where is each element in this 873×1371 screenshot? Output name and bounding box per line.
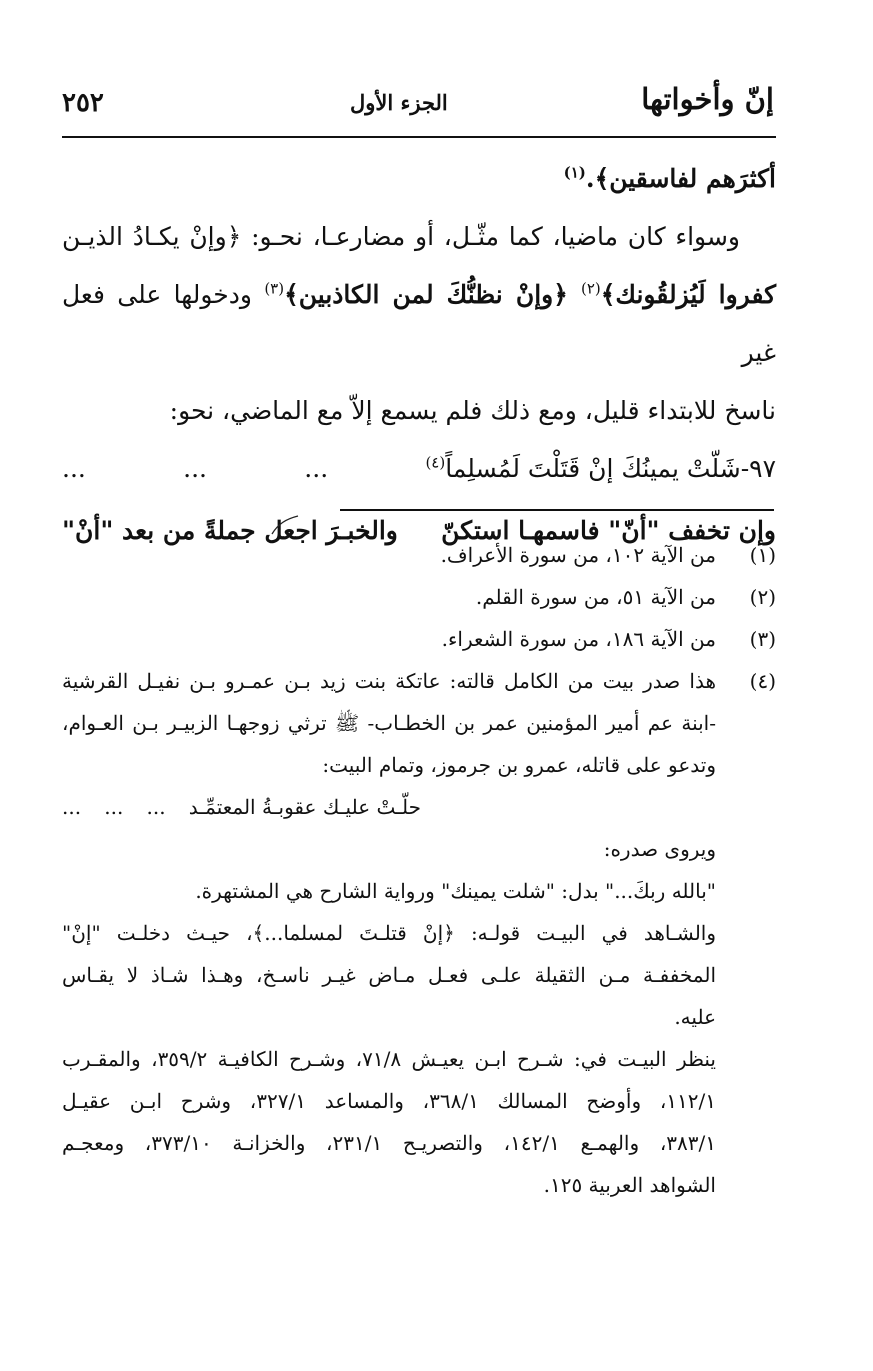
- main-text: [62, 150, 776, 560]
- verse-text: حلّـتْ عليـك عقوبـةُ المعتمِّـد: [188, 795, 421, 819]
- stray-mark: [270, 514, 300, 536]
- header-rule: [62, 136, 776, 138]
- cited-verse: [62, 786, 776, 828]
- text-line: ١١٢/١، وأوضح المسالك ٣٦٨/١، والمساعد ٣٢٧/١، وشرح ابـن عقيـل: [62, 1089, 717, 1113]
- text-line: وسواء كان ماضيا، كما مثّـل، أو مضارعـا، نحـو: ﴿وإنْ يكـادُ الذيـن: [62, 222, 740, 251]
- text-line: "بالله ربكَ..." بدل: "شلت يمينك" ورواية الشارح هي المشتهرة.: [195, 879, 716, 903]
- verse-text: ٩٧-شَلّتْ يمينُكَ إنْ قَتَلْتَ لَمُسلِماً$^{(٤)}$: [425, 453, 776, 483]
- footnote-text: [62, 660, 716, 786]
- footnote-number: (٢): [749, 585, 776, 609]
- ellipsis: ...: [104, 795, 124, 819]
- text-line: [62, 150, 776, 208]
- ellipsis: ...: [183, 454, 207, 483]
- text-line: ويروى صدره:: [603, 837, 716, 861]
- footnotes: [62, 534, 776, 1206]
- footnote: [62, 534, 776, 576]
- footnote: [62, 618, 776, 660]
- footnote-separator: [340, 509, 774, 511]
- ellipsis: ...: [304, 454, 329, 483]
- text-line: [62, 266, 776, 382]
- ellipsis: ...: [62, 795, 82, 819]
- footnote-text: من الآية ٥١، من سورة القلم.: [475, 585, 716, 609]
- text-fragment: ودخولها على فعل غير: [62, 280, 776, 367]
- footnote-number: (٣): [749, 627, 776, 651]
- verse-97: [62, 440, 776, 498]
- text-line: المخففـة مـن الثقيلة علـى فعـل مـاض غيـر ناسـخ، وهـذا شـاذ لا يقـاس: [62, 963, 716, 987]
- footnote-number: (١): [749, 543, 776, 567]
- quran-fragment: أكثرَهم لفاسقين﴾.: [585, 164, 776, 193]
- footnote-ref: (٣): [264, 279, 285, 298]
- verse-first-hemistich: وإن تخفف "أنّ" فاسمهـا استكنّ: [441, 516, 776, 545]
- part-label: الجزء الأول: [350, 90, 448, 115]
- footnote: [62, 576, 776, 618]
- text-line: ناسخ للابتداء قليل، ومع ذلك فلم يسمع إلاّ مع الماضي، نحو:: [169, 396, 776, 425]
- quran-fragment: ﴿وإنْ نظنُّكَ لمن الكاذبين﴾: [284, 280, 581, 309]
- text-line: الشواهد العربية ١٢٥.: [543, 1173, 716, 1197]
- footnote-continuation: [62, 828, 776, 1206]
- footnote-text: من الآية ١٠٢، من سورة الأعراف.: [440, 543, 716, 567]
- verse-second-hemistich: والخبـرَ اجعل جملةً من بعد "أنْ": [62, 516, 398, 545]
- text-line: وتدعو على قاتله، عمرو بن جرموز، وتمام البيت:: [322, 753, 716, 777]
- text-line: ينظر البيـت في: شـرح ابـن يعيـش ٧١/٨، وشـرح الكافيـة ٣٥٩/٢، والمقـرب: [62, 1047, 716, 1071]
- page-number: ٢٥٢: [62, 88, 104, 118]
- text-line: -ابنة عم أمير المؤمنين عمر بن الخطـاب- ﷺ ترثي زوجهـا الزبيـر بـن العـوام،: [62, 711, 716, 735]
- running-header: [62, 82, 774, 122]
- quran-fragment: كفروا لَيُزلقُونك﴾: [600, 280, 777, 309]
- text-line: ٣٨٣/١، والهمـع ١٤٢/١، والتصريـح ٢٣١/١، والخزانـة ٣٧٣/١٠، ومعجـم: [62, 1131, 716, 1155]
- footnote: [62, 660, 776, 786]
- text-line: والشـاهد في البيـت قولـه: ﴿إنْ قتلـتَ لمسلما...﴾، حيـث دخلـت "إنْ": [62, 921, 716, 945]
- ellipsis: ...: [146, 795, 166, 819]
- footnote-ref: (٢): [580, 279, 601, 298]
- text-line: عليه.: [674, 1005, 716, 1029]
- footnote-text: من الآية ١٨٦، من سورة الشعراء.: [441, 627, 716, 651]
- ellipsis: ...: [62, 454, 86, 483]
- footnote-number: (٤): [749, 669, 776, 693]
- chapter-title: إنّ وأخواتها: [641, 82, 774, 116]
- text-line: هذا صدر بيت من الكامل قالته: عاتكة بنت زيد بـن عمـرو بـن نفيـل القرشية: [62, 669, 716, 693]
- footnote-ref: (٤): [425, 453, 446, 472]
- footnote-ref: (١): [563, 163, 586, 182]
